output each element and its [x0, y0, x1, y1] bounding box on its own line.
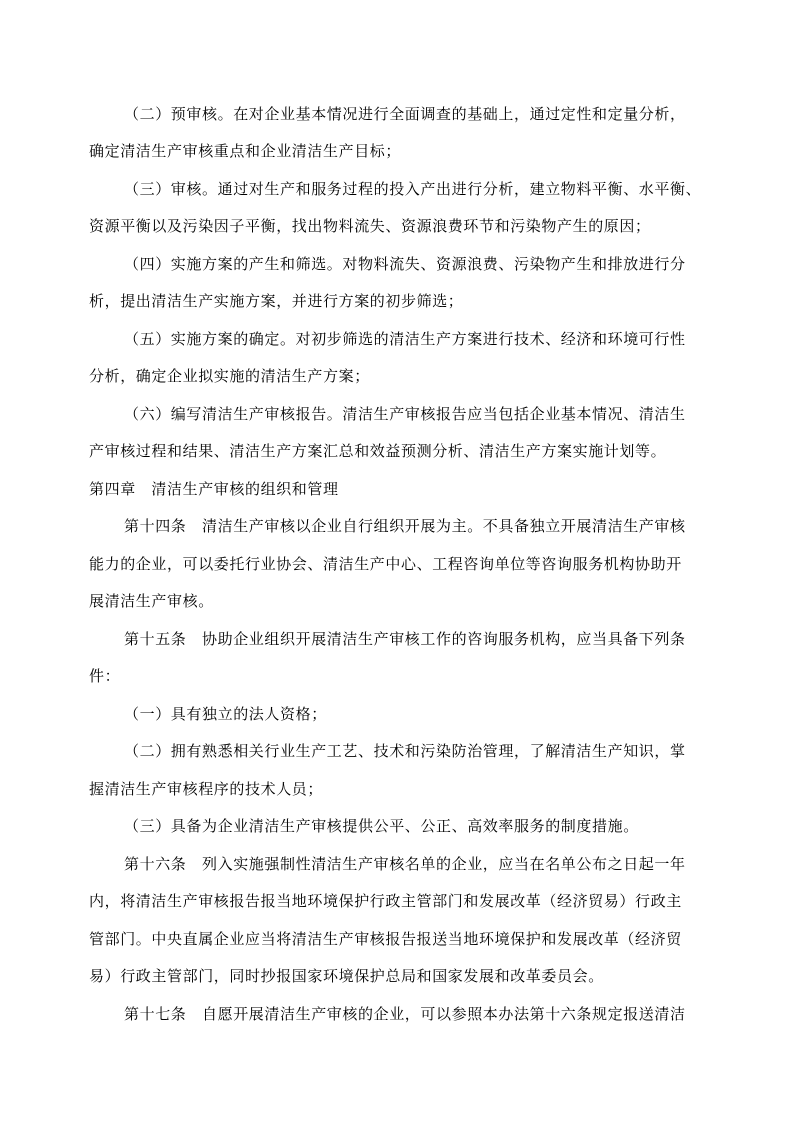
text-line: 内，将清洁生产审核报告报当地环境保护行政主管部门和发展改革（经济贸易）行政主: [89, 892, 682, 910]
text-line: 析，提出清洁生产实施方案，并进行方案的初步筛选；: [89, 292, 464, 310]
chapter-heading: 第四章 清洁生产审核的组织和管理: [89, 480, 339, 498]
text-line: 分析，确定企业拟实施的清洁生产方案；: [89, 367, 370, 385]
text-line: 能力的企业，可以委托行业协会、清洁生产中心、工程咨询单位等咨询服务机构协助开: [89, 555, 682, 573]
text-line: 件：: [89, 667, 121, 685]
text-line: （四）实施方案的产生和筛选。对物料流失、资源浪费、污染物产生和排放进行分: [124, 255, 686, 273]
text-line: 握清洁生产审核程序的技术人员；: [89, 780, 324, 798]
text-line: 管部门。中央直属企业应当将清洁生产审核报告报送当地环境保护和发展改革（经济贸: [89, 930, 682, 948]
text-line: （五）实施方案的确定。对初步筛选的清洁生产方案进行技术、经济和环境可行性: [124, 330, 686, 348]
text-line: 第十四条 清洁生产审核以企业自行组织开展为主。不具备独立开展清洁生产审核: [124, 517, 686, 535]
text-line: （二）拥有熟悉相关行业生产工艺、技术和污染防治管理，了解清洁生产知识，掌: [124, 742, 686, 760]
text-line: 确定清洁生产审核重点和企业清洁生产目标；: [89, 142, 402, 160]
text-line: 第十六条 列入实施强制性清洁生产审核名单的企业，应当在名单公布之日起一年: [124, 855, 686, 873]
text-line: （三）具备为企业清洁生产审核提供公平、公正、高效率服务的制度措施。: [124, 817, 639, 835]
text-line: 第十七条 自愿开展清洁生产审核的企业，可以参照本办法第十六条规定报送清洁: [124, 1005, 686, 1023]
text-line: 产审核过程和结果、清洁生产方案汇总和效益预测分析、清洁生产方案实施计划等。: [89, 442, 667, 460]
text-line: 第十五条 协助企业组织开展清洁生产审核工作的咨询服务机构，应当具备下列条: [124, 630, 686, 648]
text-line: （三）审核。通过对生产和服务过程的投入产出进行分析，建立物料平衡、水平衡、: [124, 180, 702, 198]
text-line: 资源平衡以及污染因子平衡，找出物料流失、资源浪费环节和污染物产生的原因；: [89, 217, 651, 235]
text-line: （二）预审核。在对企业基本情况进行全面调查的基础上，通过定性和定量分析，: [124, 105, 686, 123]
text-line: 易）行政主管部门，同时抄报国家环境保护总局和国家发展和改革委员会。: [89, 967, 604, 985]
text-line: 展清洁生产审核。: [89, 592, 214, 610]
text-line: （一）具有独立的法人资格；: [124, 705, 327, 723]
text-line: （六）编写清洁生产审核报告。清洁生产审核报告应当包括企业基本情况、清洁生: [124, 405, 686, 423]
